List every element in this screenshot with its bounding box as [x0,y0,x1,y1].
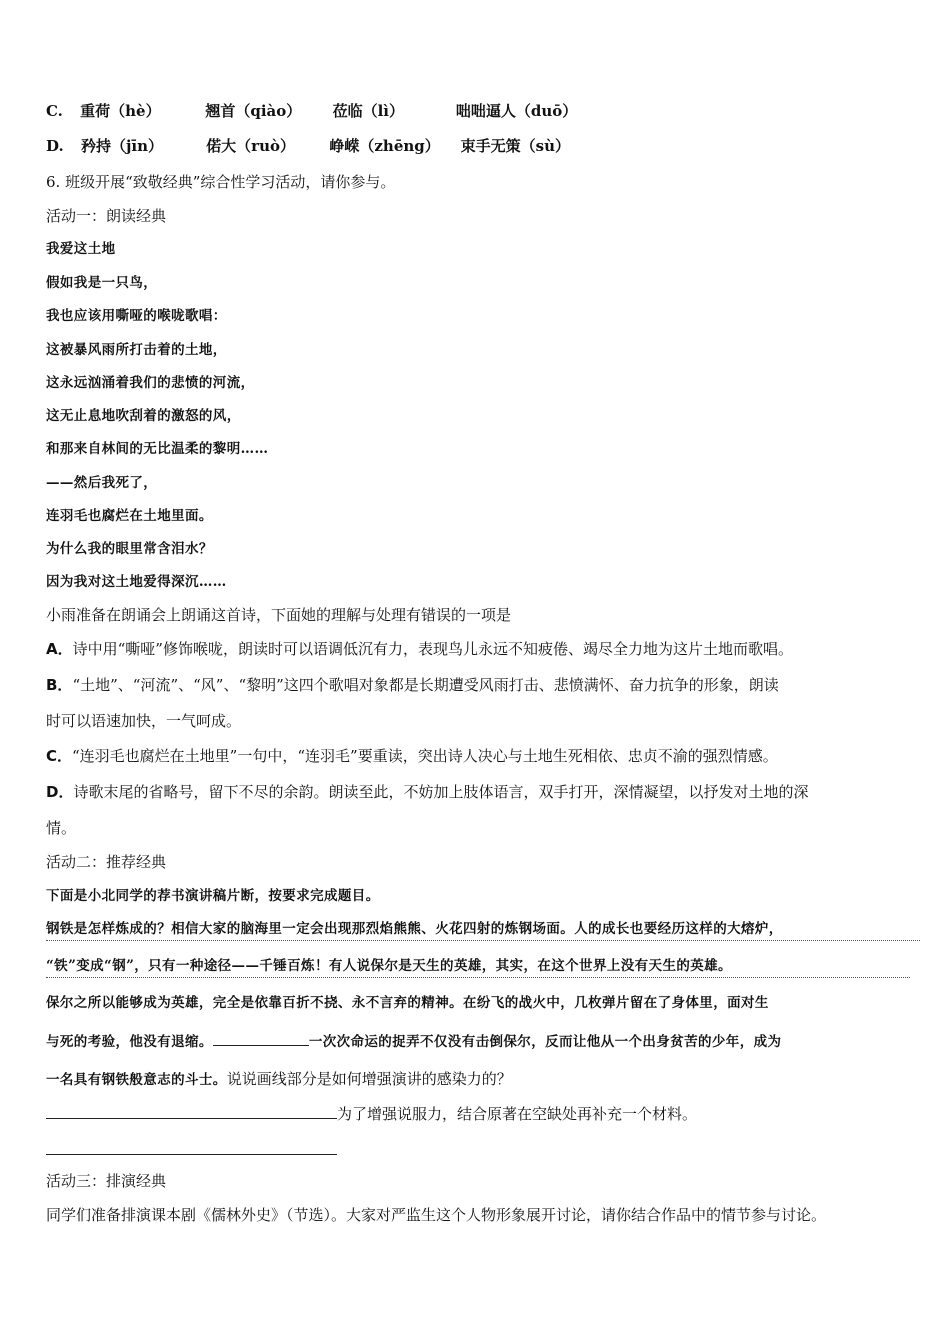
choice-letter: D． [46,783,74,801]
choice-letter: A． [46,640,73,658]
question-stem: 班级开展“致敬经典”综合性学习活动，请你参与。 [65,173,396,191]
choice-a [46,639,793,659]
choice-b [46,675,779,695]
choice-letter: B． [46,676,73,694]
underline-marker [46,940,920,941]
choice-c [46,746,778,766]
poem-line: 连羽毛也腐烂在土地里面。 [46,508,213,524]
poem-line: 假如我是一只鸟， [46,275,158,291]
poem-line: 这永远汹涌着我们的悲愤的河流， [46,375,255,391]
question-6 [46,172,395,192]
answer-blank[interactable] [46,1154,337,1155]
activity3-heading: 活动三：排演经典 [46,1172,167,1190]
option-item: 莅临（lì） [332,102,405,120]
option-item: 翘首（qiào） [205,102,302,120]
choice-letter: C． [46,747,73,765]
option-row-c [46,101,577,121]
choice-text: 诗歌末尾的省略号，留下不尽的余韵。朗读至此，不妨加上肢体语言，双手打开，深情凝望，以抒发对土地的深 [73,783,809,801]
poem-line: 这被暴风雨所打击着的土地， [46,342,227,358]
speech-text: 与死的考验，他没有退缩。 [46,1034,213,1050]
activity1-prompt: 小雨准备在朗诵会上朗诵这首诗，下面她的理解与处理有错误的一项是 [46,606,512,624]
activity2-heading: 活动二：推荐经典 [46,853,167,871]
speech-text: 一名具有钢铁般意志的斗士。 [46,1072,227,1088]
option-item: 重荷（hè） [80,102,161,120]
option-item: 咄咄逼人（duō） [455,102,578,120]
option-item: 偌大（ruò） [206,137,295,155]
option-item: 矜持（jīn） [80,137,163,155]
speech-line [46,1069,512,1090]
activity2-question2: 为了增强说服力，结合原著在空缺处再补充一个材料。 [337,1105,698,1123]
speech-text: 一次次命运的捉弄不仅没有击倒保尔，反而让他从一个出身贫苦的少年，成为 [308,1034,782,1050]
choice-text: “土地”、“河流”、“风”、“黎明”这四个歌唱对象都是长期遭受风雨打击、悲愤满怀、奋力抗争的形象，朗读 [72,676,779,694]
poem-line: 我也应该用嘶哑的喉咙歌唱： [46,308,227,324]
option-letter: D. [46,137,64,155]
poem-line: ——然后我死了， [46,475,158,491]
option-item: 束手无策（sù） [460,137,570,155]
poem-line: 这无止息地吹刮着的激怒的风， [46,408,241,424]
speech-line [46,1031,781,1052]
choice-b-cont: 时可以语速加快，一气呵成。 [46,712,242,730]
speech-line: 钢铁是怎样炼成的？相信大家的脑海里一定会出现那烈焰熊熊、火花四射的炼钢场面。人的成长也要经历这样的大熔炉， [46,921,783,937]
underline-marker [46,977,910,978]
activity2-intro: 下面是小北同学的荐书演讲稿片断，按要求完成题目。 [46,888,380,904]
activity2-question1: 说说画线部分是如何增强演讲的感染力的？ [226,1070,512,1088]
speech-line: 保尔之所以能够成为英雄，完全是依靠百折不挠、永不言弃的精神。在纷飞的战火中，几枚弹片留在了身体里，面对生 [46,995,769,1011]
poem-line: 为什么我的眼里常含泪水？ [46,541,213,557]
poem-line: 因为我对这土地爱得深沉…… [46,574,227,590]
choice-text: “连羽毛也腐烂在土地里”一句中，“连羽毛”要重读，突出诗人决心与土地生死相依、忠贞不渝的强烈情感。 [72,747,778,765]
question-number: 6. [46,173,61,191]
choice-d [46,782,808,802]
option-row-d [46,136,570,156]
choice-d-cont: 情。 [46,819,77,837]
activity3-intro: 同学们准备排演课本剧《儒林外史》（节选）。大家对严监生这个人物形象展开讨论，请你结合作品中的情节参与讨论。 [46,1206,827,1224]
option-item: 峥嵘（zhēng） [329,137,440,155]
choice-text: 诗中用“嘶哑”修饰喉咙，朗读时可以语调低沉有力，表现鸟儿永远不知疲倦、竭尽全力地为这片土地而歌唱。 [72,640,793,658]
poem-title: 我爱这土地 [46,241,116,257]
poem-line: 和那来自林间的无比温柔的黎明…… [46,441,269,457]
answer-blank[interactable] [46,1102,337,1119]
answer-blank-inline[interactable] [213,1031,309,1046]
activity2-question2-row [46,1102,697,1124]
activity1-heading: 活动一：朗读经典 [46,207,167,225]
speech-line: “铁”变成“钢”，只有一种途径——千锤百炼！有人说保尔是天生的英雄，其实，在这个世界上没有天生的英雄。 [46,958,732,974]
option-letter: C. [46,102,63,120]
